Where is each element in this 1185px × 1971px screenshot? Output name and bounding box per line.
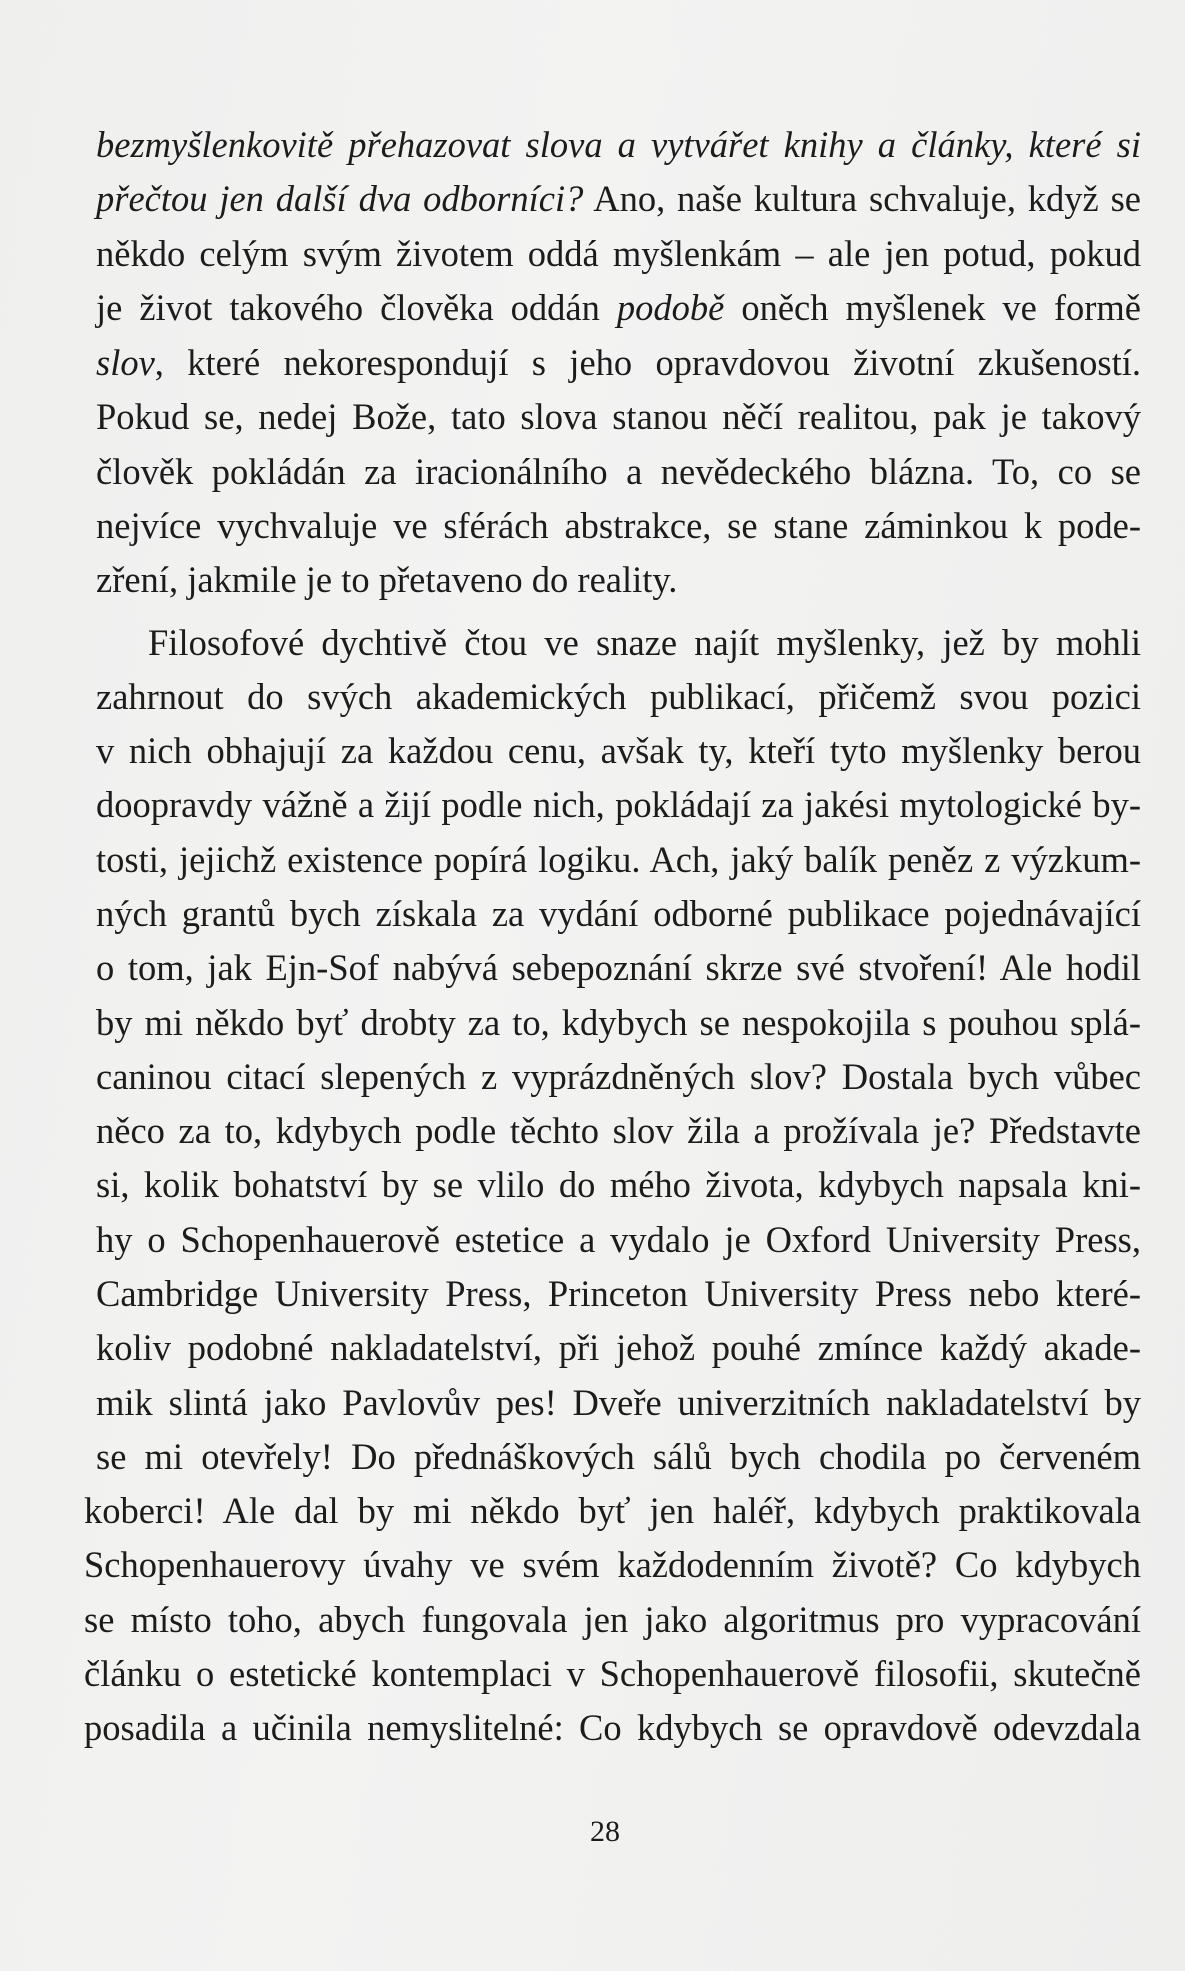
text-span: Pokud se, nedej Bože, tato slova stanou něčí realitou, pak je takový <box>96 396 1141 437</box>
text-line <box>96 445 1141 499</box>
text-line: Schopenhauerovy úvahy ve svém každodenním životě? Co kdybych <box>84 1544 1141 1585</box>
text-span: zření, jakmile je to přetaveno do reality. <box>96 559 678 600</box>
text-line: ných grantů bych získala za vydání odborné publikace pojednávající <box>96 893 1141 934</box>
text-line: posadila a učinila nemyslitelné: Co kdybych se opravdově odevzdala <box>84 1707 1141 1748</box>
text-line: článku o estetické kontemplaci v Schopenhauerově filosofii, skutečně <box>84 1653 1141 1694</box>
text-span: někdo celým svým životem oddá myšlenkám – ale jen potud, pokud <box>96 233 1141 274</box>
text-span: je život takového člověka oddán <box>96 287 617 328</box>
text-line: caninou citací slepených z vyprázdněných slov? Dostala bych vůbec <box>96 1056 1141 1097</box>
text-line <box>96 553 1141 607</box>
text-line: koberci! Ale dal by mi někdo byť jen haléř, kdybych praktikovala <box>84 1490 1141 1531</box>
italic-text: slov <box>96 342 155 383</box>
text-line <box>96 281 1141 335</box>
text-line: by mi někdo byť drobty za to, kdybych se nespokojila s pouhou splá- <box>96 1002 1141 1043</box>
text-line <box>96 390 1141 444</box>
text-line: se místo toho, abych fungovala jen jako algoritmus pro vypracování <box>84 1599 1141 1640</box>
text-line: tosti, jejichž existence popírá logiku. Ach, jaký balík peněz z výzkum- <box>96 839 1141 880</box>
text-line: o tom, jak Ejn-Sof nabývá sebepoznání skrze své stvoření! Ale hodil <box>96 947 1141 988</box>
text-line <box>96 118 1141 172</box>
text-span: člověk pokládán za iracionálního a nevědeckého blázna. To, co se <box>96 451 1141 492</box>
text-line: něco za to, kdybych podle těchto slov žila a prožívala je? Představte <box>96 1110 1141 1151</box>
text-span: , které nekorespondují s jeho opravdovou životní zkušeností. <box>154 342 1141 383</box>
text-line: koliv podobné nakladatelství, při jehož pouhé zmínce každý akade- <box>96 1327 1141 1368</box>
text-span: nejvíce vychvaluje ve sférách abstrakce, se stane záminkou k pode- <box>96 505 1141 546</box>
italic-text: bezmyšlenkovitě přehazovat slova a vytvářet knihy a články, které si <box>96 124 1141 165</box>
text-line: zahrnout do svých akademických publikací, přičemž svou pozici <box>96 676 1141 717</box>
text-line <box>96 227 1141 281</box>
text-line: se mi otevřely! Do přednáškových sálů bych chodila po červeném <box>96 1436 1141 1477</box>
text-line: doopravdy vážně a žijí podle nich, pokládají za jakési mytologické by- <box>96 784 1141 825</box>
text-line <box>96 499 1141 553</box>
text-line <box>96 172 1141 226</box>
text-span: Ano, naše kultura schvaluje, když se <box>583 178 1142 219</box>
text-line: v nich obhajují za každou cenu, avšak ty, kteří tyto myšlenky berou <box>96 730 1141 771</box>
text-line <box>96 336 1141 390</box>
text-line: mik slintá jako Pavlovův pes! Dveře univerzitních nakladatelství by <box>96 1382 1141 1423</box>
text-span: oněch myšlenek ve formě <box>724 287 1142 328</box>
text-line: hy o Schopenhauerově estetice a vydalo je Oxford University Press, <box>96 1219 1141 1260</box>
text-line: Cambridge University Press, Princeton University Press nebo které- <box>96 1273 1141 1314</box>
text-line: Filosofové dychtivě čtou ve snaze najít myšlenky, jež by mohli <box>148 622 1141 663</box>
italic-text: podobě <box>616 287 725 328</box>
page-number: 28 <box>590 1815 620 1848</box>
italic-text: přečtou jen další dva odborníci? <box>96 178 584 219</box>
text-line: si, kolik bohatství by se vlilo do mého života, kdybych napsala kni- <box>96 1164 1141 1205</box>
